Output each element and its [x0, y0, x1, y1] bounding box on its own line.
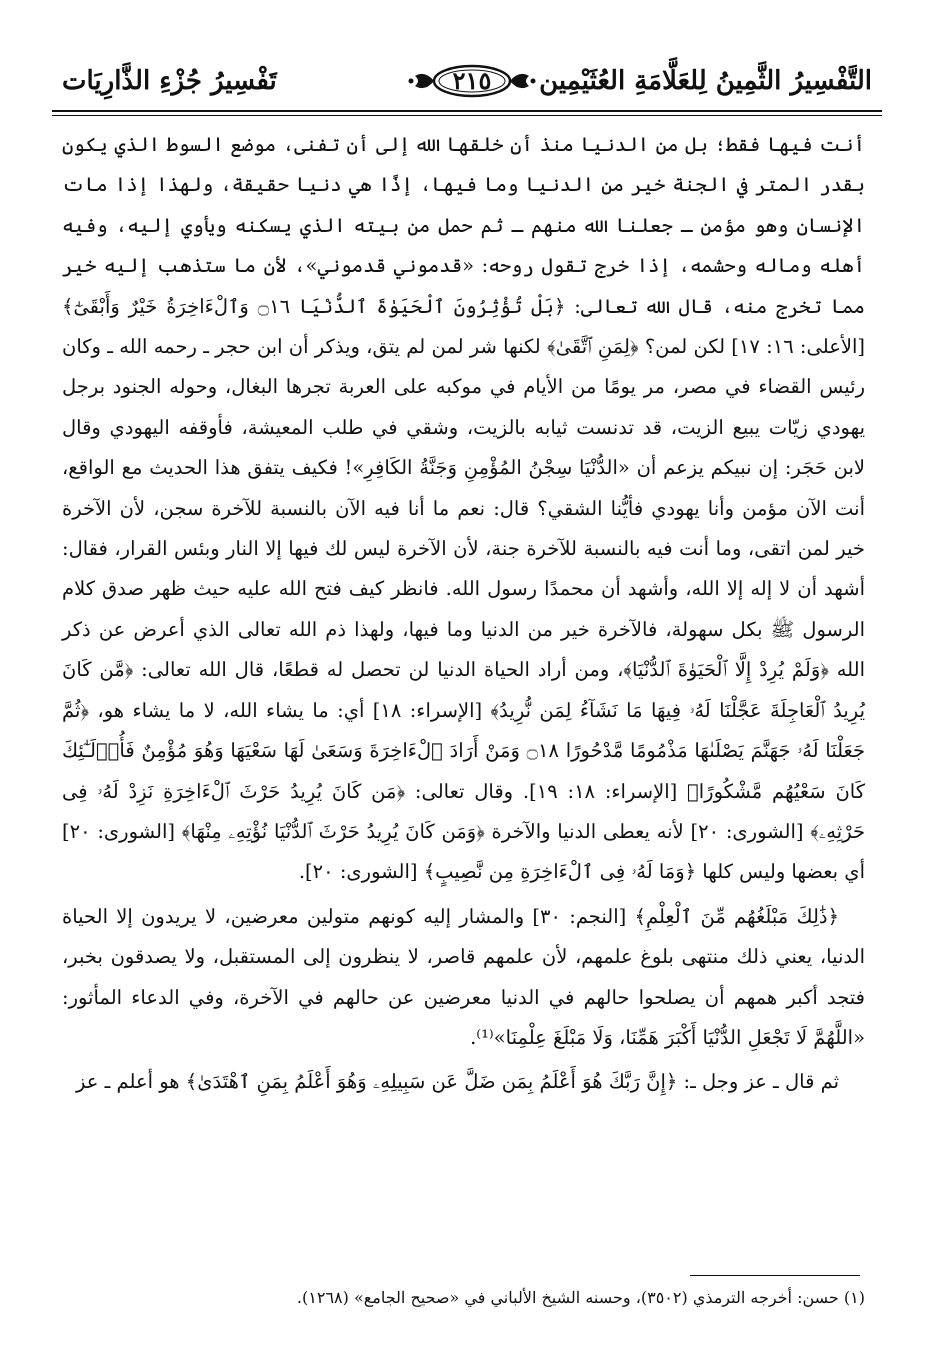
paragraph-2: ﴿ذَٰلِكَ مَبْلَغُهُم مِّنَ ٱلْعِلْمِ﴾ [النجم: ٣٠] والمشار إليه كونهم متولين معرضين، لا يريدون إلا الحياة الدنيا، يعني ذلك منتهى بلوغ علمهم، لأن علمهم قاصر، لا ينظرون إلى المستقبل، ولا يصدقون بخبر، فتجد أكبر همهم أن يصلحوا حالهم في الدنيا معرضين عن حالهم في الآخرة، وفي الدعاء المأثور: «اللَّهُمَّ لَا تَجْعَلِ الدُّنْيَا أَكْبَرَ هَمِّنَا، وَلَا مَبْلَغَ عِلْمِنَا»⁽¹⁾.: [62, 904, 865, 1049]
page-header: [52, 60, 882, 122]
footnote-divider: [690, 1275, 860, 1276]
paragraph-3: ثم قال ـ عز وجل ـ: ﴿إِنَّ رَبَّكَ هُوَ أَعْلَمُ بِمَن ضَلَّ عَن سَبِيلِهِۦ وَهُوَ أَعْلَمُ بِمَنِ ٱهْتَدَىٰ﴾ هو أعلم ـ عز: [76, 1070, 839, 1094]
paragraph-1: أنت فيها فقط؛ بل من الدنيا منذ أن خلقها الله إلى أن تفنى، موضع السوط الذي يكون بقدر المتر في الجنة خير من الدنيا وما فيها، إذًا هي دنيا حقيقة، ولهذا إذا مات الإنسان وهو مؤمن ـ جعلنا الله منهم ـ ثم حمل من بيته الذي يسكنه ويأوي إليه، وفيه أهله وماله وحشمه، إذا خرج تقول روحه: «قدموني قدموني»، لأن ما ستذهب إليه خير مما تخرج منه، قال الله تعالى: ﴿بَلْ تُؤْثِرُونَ ٱلْحَيَوٰةَ ٱلدُّنْيَا ۝١٦ وَٱلْءَاخِرَةُ خَيْرٌ وَأَبْقَىٰٓ﴾ [الأعلى: ١٦: ١٧] لكن لمن؟ ﴿لِمَنِ ٱتَّقَىٰ﴾ لكنها شر لمن لم يتق، ويذكر أن ابن حجر ـ رحمه الله ـ وكان رئيس القضاء في مصر، مر يومًا من الأيام في موكبه على العربة تجرها البغال، وحوله الجنود برجل يهودي زيّات يبيع الزيت، قد تدنست ثيابه بالزيت، وشقي في طلب المعيشة، فأوقفه اليهودي وقال لابن حَجَر: إن نبيكم يزعم أن «الدُّنْيَا سِجْنُ المُؤْمِنِ وَجَنَّةُ الكَافِرِ»! فكيف يتفق هذا الحديث مع الواقع، أنت الآن مؤمن وأنا يهودي فأيُّنا الشقي؟ قال: نعم ما أنا فيه الآن بالنسبة للآخرة سجن، لأن الآخرة خير لمن اتقى، وما أنت فيه بالنسبة للآخرة جنة، لأن الآخرة ليس لك فيها إلا النار وبئس القرار، فقال: أشهد أن لا إله إلا الله، وأشهد أن محمدًا رسول الله. فانظر كيف فتح الله عليه حيث ظهر صدق كلام الرسول ﷺ بكل سهولة، فالآخرة خير من الدنيا وما فيها، ولهذا ذم الله تعالى الذي أعرض عن ذكر الله ﴿وَلَمْ يُرِدْ إِلَّا ٱلْحَيَوٰةَ ٱلدُّنْيَا﴾، ومن أراد الحياة الدنيا لن تحصل له قطعًا، قال الله تعالى: ﴿مَّن كَانَ يُرِيدُ ٱلْعَاجِلَةَ عَجَّلْنَا لَهُۥ فِيهَا مَا نَشَآءُ لِمَن نُّرِيدُ﴾ [الإسراء: ١٨] أي: ما يشاء الله، لا ما يشاء هو، ﴿ثُمَّ جَعَلْنَا لَهُۥ جَهَنَّمَ يَصْلَىٰهَا مَذْمُومًا مَّدْحُورًا ۝١٨ وَمَنْ أَرَادَ ٱلْءَاخِرَةَ وَسَعَىٰ لَهَا سَعْيَهَا وَهُوَ مُؤْمِنٌ فَأُو۟لَـٰٓئِكَ كَانَ سَعْيُهُم مَّشْكُورًا﴾ [الإسراء: ١٨: ١٩]. وقال تعالى: ﴿مَن كَانَ يُرِيدُ حَرْثَ ٱلْءَاخِرَةِ نَزِدْ لَهُۥ فِى حَرْثِهِۦ﴾ [الشورى: ٢٠] لأنه يعطى الدنيا والآخرة ﴿وَمَن كَانَ يُرِيدُ حَرْثَ ٱلدُّنْيَا نُؤْتِهِۦ مِنْهَا﴾ [الشورى: ٢٠] أي بعضها وليس كلها ﴿وَمَا لَهُۥ فِى ٱلْءَاخِرَةِ مِن نَّصِيبٍ﴾ [الشورى: ٢٠].: [62, 133, 866, 884]
section-title: تَفْسِيرُ جُزْءِ الذَّارِيَات: [62, 66, 277, 96]
page-number: ٢١٥: [452, 66, 492, 95]
header-rule-thin: [52, 115, 882, 116]
header-rule: [52, 110, 882, 112]
body-text: [62, 125, 865, 1103]
page-number-badge: [407, 62, 537, 100]
footnote: (١) حسن: أخرجه الترمذي (٣٥٠٢)، وحسنه الشيخ الألباني في «صحيح الجامع» (١٢٦٨).: [296, 1288, 865, 1307]
book-title: التَّفْسِيرُ الثَّمِينُ لِلعَلَّامَةِ العُثَيْمِين: [539, 66, 872, 96]
